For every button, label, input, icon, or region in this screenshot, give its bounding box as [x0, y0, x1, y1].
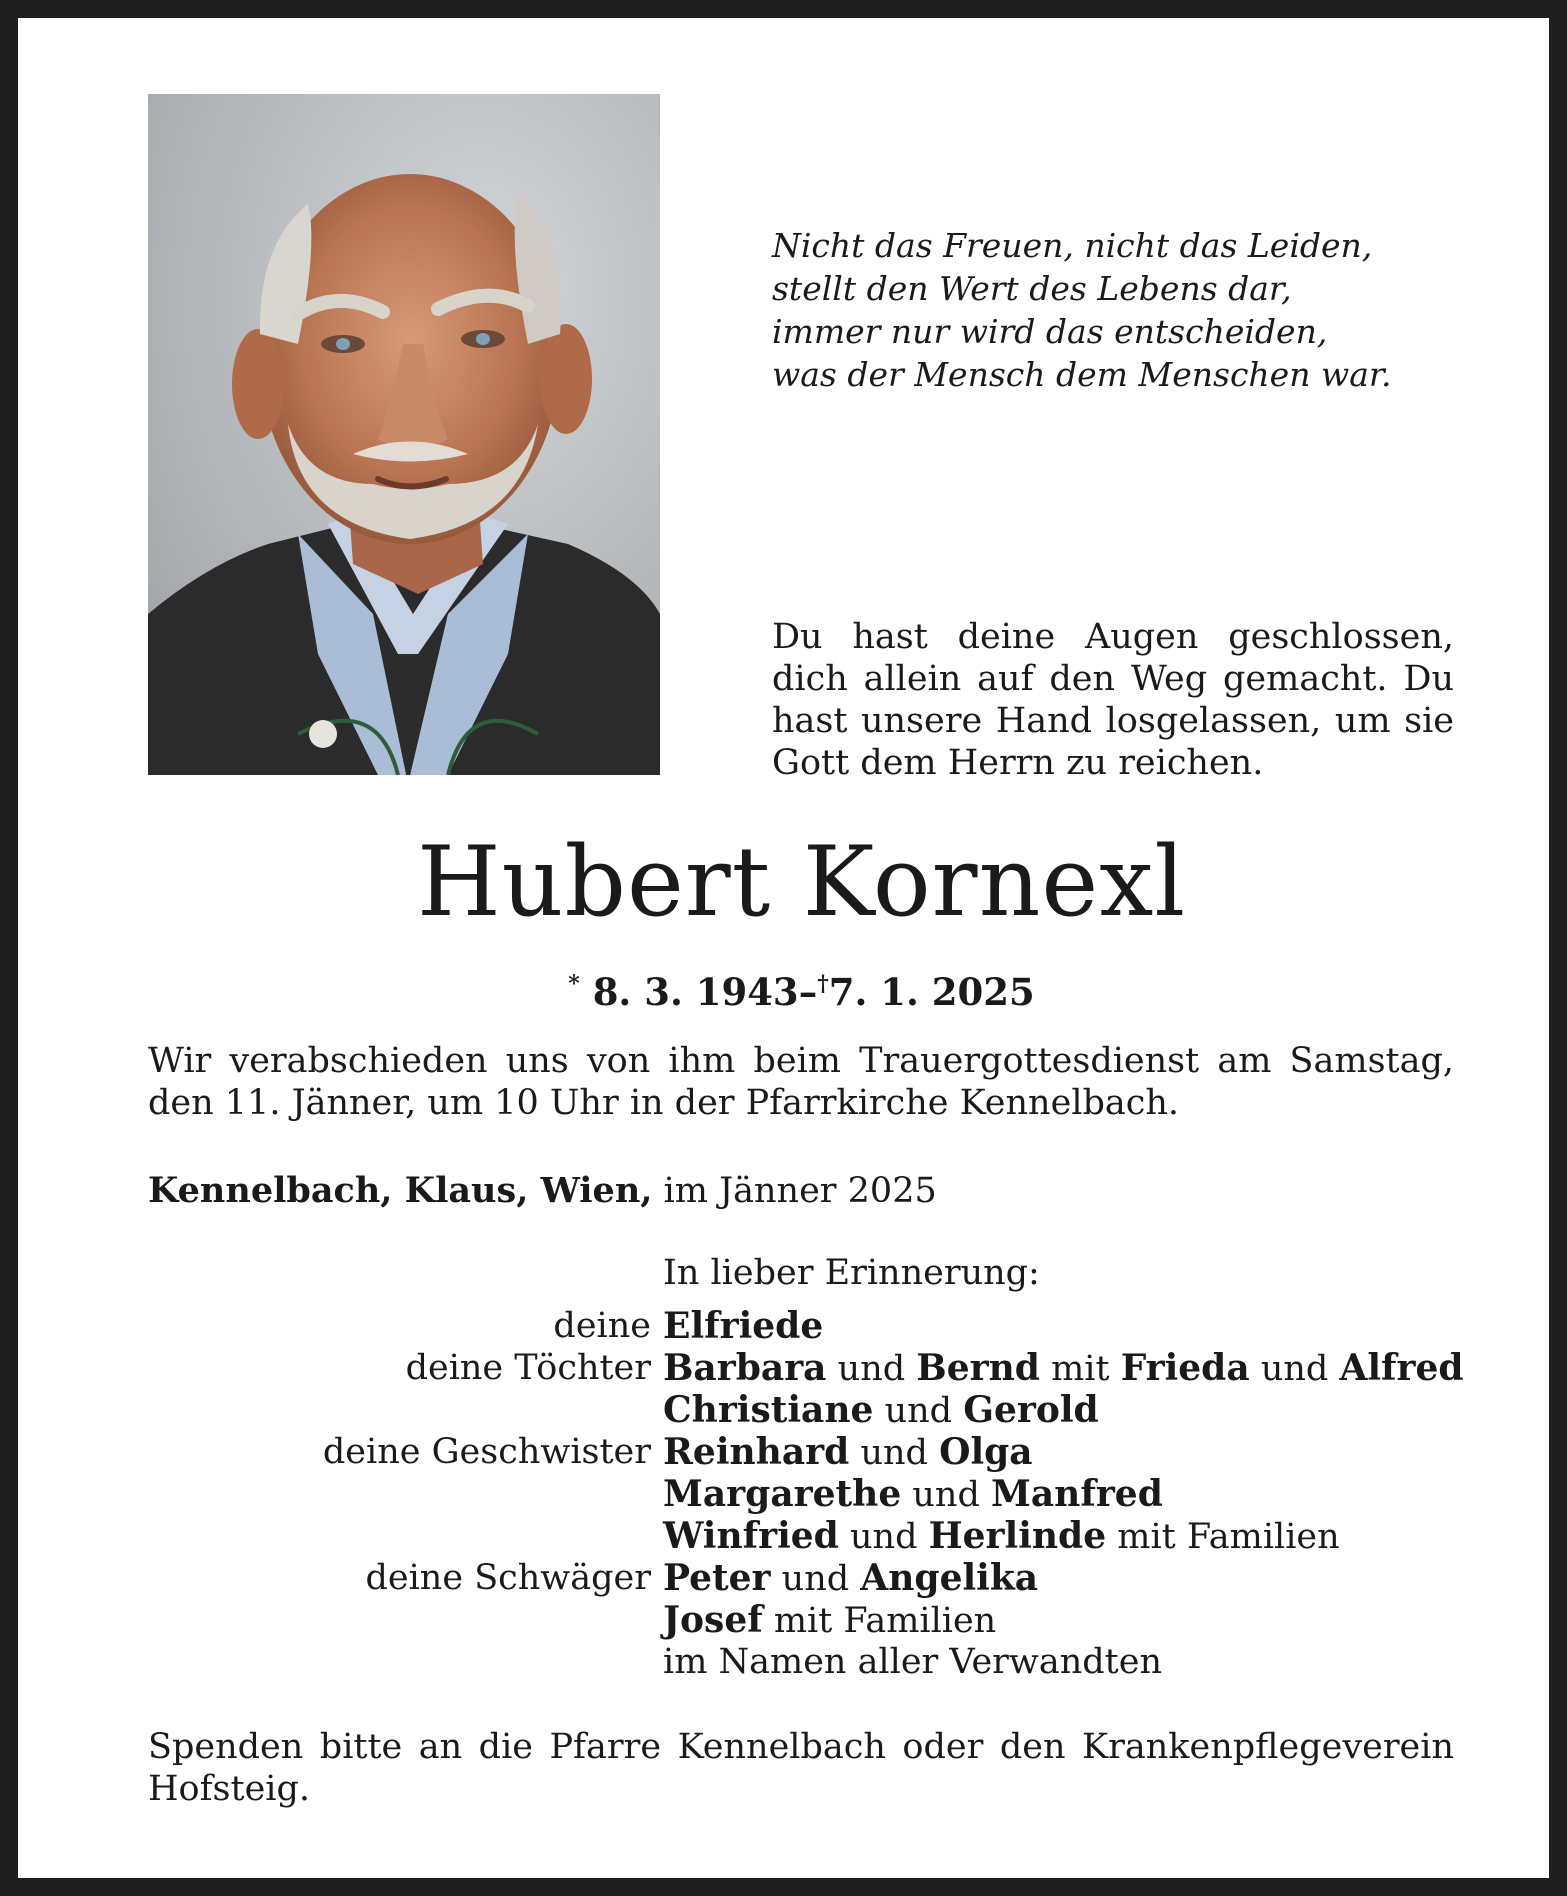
- deceased-name: Hubert Kornexl: [416, 826, 1187, 938]
- mourner-connector: und: [860, 1433, 928, 1473]
- mourner-relation: deine Schwäger: [365, 1558, 651, 1598]
- mourner-connector: und: [837, 1349, 906, 1389]
- mourner-name: Frieda: [1120, 1347, 1250, 1389]
- mourner-name: Gerold: [963, 1389, 1099, 1431]
- mourner-name: Winfried: [663, 1515, 839, 1557]
- mourner-name: Peter: [663, 1557, 771, 1599]
- mourner-relation: deine Töchter: [405, 1348, 651, 1388]
- memory-heading: In lieber Erinnerung:: [663, 1253, 1040, 1293]
- poem-quote: [772, 224, 1472, 396]
- mourner-row: [148, 1305, 1478, 1347]
- mourner-connector: im Namen aller Verwandten: [663, 1642, 1162, 1682]
- poem-line: Nicht das Freuen, nicht das Leiden,: [772, 226, 1373, 265]
- portrait-illustration: [148, 94, 660, 775]
- life-dates: [18, 960, 1567, 1016]
- mourner-row: [148, 1347, 1478, 1389]
- mourner-row: [148, 1557, 1478, 1599]
- mourner-relation: deine: [553, 1306, 651, 1346]
- mourner-connector: und: [781, 1559, 850, 1599]
- mourner-name: Barbara: [663, 1347, 827, 1389]
- mourner-name: Reinhard: [663, 1431, 850, 1473]
- mourner-row: [148, 1599, 1478, 1641]
- mourner-name: Elfriede: [663, 1305, 824, 1347]
- death-date: 7. 1. 2025: [828, 970, 1035, 1014]
- mourner-name: Olga: [939, 1431, 1033, 1473]
- mourner-connector: mit Familien: [1117, 1517, 1340, 1557]
- mourner-row: [148, 1473, 1478, 1515]
- birth-date: 8. 3. 1943: [592, 970, 799, 1014]
- mourner-connector: und: [884, 1391, 953, 1431]
- place-date: im Jänner 2025: [663, 1171, 937, 1211]
- poem-line: immer nur wird das entscheiden,: [772, 312, 1328, 351]
- mourner-name: Alfred: [1339, 1347, 1464, 1389]
- mourner-relation: deine Geschwister: [322, 1432, 651, 1472]
- mourner-row: [148, 1515, 1478, 1557]
- mourner-name: Herlinde: [928, 1515, 1107, 1557]
- place-locations: Kennelbach, Klaus, Wien,: [148, 1170, 653, 1211]
- farewell-text: Du hast deine Augen geschlossen, dich allein auf den Weg gemacht. Du hast unsere Hand losgelassen, um sie Gott dem Herrn zu reichen.: [772, 617, 1454, 783]
- mourner-name: Josef: [663, 1599, 763, 1641]
- death-symbol: †: [817, 971, 829, 997]
- mourner-connector: und: [912, 1475, 980, 1515]
- mourner-row: [148, 1641, 1478, 1683]
- date-separator: –: [798, 970, 818, 1014]
- mourner-connector: und: [850, 1517, 918, 1557]
- birth-symbol: *: [568, 971, 580, 997]
- mourner-name: Manfred: [991, 1473, 1163, 1515]
- mourner-name: Christiane: [663, 1389, 874, 1431]
- mourners-list: [148, 1305, 1478, 1683]
- mourner-row: [148, 1431, 1478, 1473]
- mourner-row: [148, 1389, 1478, 1431]
- mourner-name: Angelika: [860, 1557, 1039, 1599]
- donations-note: Spenden bitte an die Pfarre Kennelbach oder den Krankenpflegeverein Hofsteig.: [148, 1727, 1454, 1809]
- mourner-name: Bernd: [916, 1347, 1040, 1389]
- place-and-date: [148, 1170, 1454, 1212]
- mourner-connector: mit: [1051, 1349, 1110, 1389]
- mourner-connector: mit Familien: [773, 1601, 997, 1641]
- service-announcement: Wir verabschieden uns von ihm beim Trauergottesdienst am Samstag, den 11. Jänner, um 10 Uhr in der Pfarrkirche Kennelbach.: [148, 1041, 1454, 1123]
- poem-line: stellt den Wert des Lebens dar,: [772, 269, 1292, 308]
- portrait-photo: [148, 94, 660, 775]
- mourner-connector: und: [1260, 1349, 1329, 1389]
- mourner-name: Margarethe: [663, 1473, 902, 1515]
- poem-line: was der Mensch dem Menschen war.: [772, 355, 1392, 394]
